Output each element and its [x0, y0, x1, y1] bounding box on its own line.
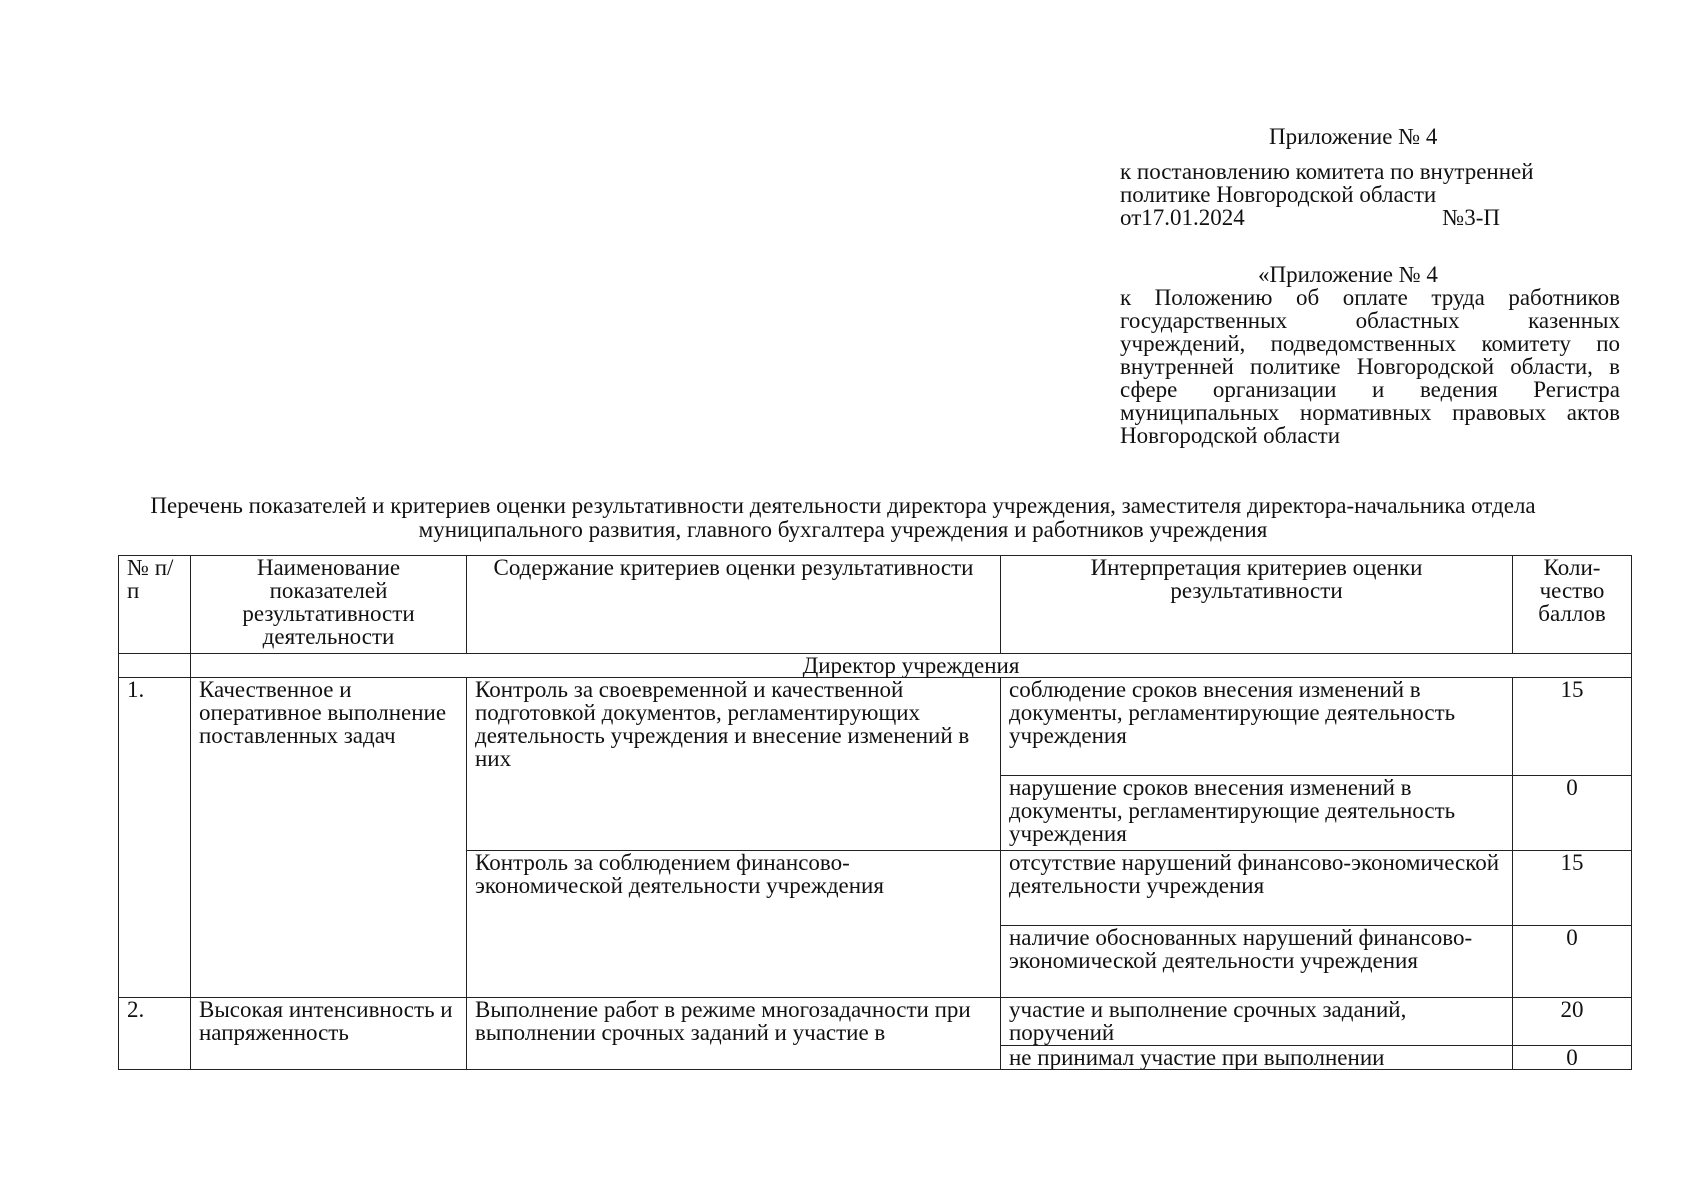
row-num: 2.	[119, 998, 191, 1070]
row-interpretation: нарушение сроков внесения изменений в документы, регламентирующие деятельность учреждения	[1001, 776, 1513, 851]
decree-number: №3-П	[1442, 205, 1500, 230]
header-points: Коли-чество баллов	[1513, 556, 1632, 654]
row-criteria: Контроль за своевременной и качественной подготовкой документов, регламентирующих деятельность учреждения и внесение изменений в них	[467, 678, 1001, 851]
row-interpretation: не принимал участие при выполнении	[1001, 1046, 1513, 1070]
header-num: № п/п	[119, 556, 191, 654]
row-points: 0	[1513, 776, 1632, 851]
decree-reference	[1120, 160, 1620, 229]
inner-annex-title: «Приложение № 4	[1258, 262, 1438, 287]
row-criteria: Выполнение работ в режиме многозадачности при выполнении срочных заданий и участие в	[467, 998, 1001, 1070]
table-row	[119, 998, 1632, 1046]
row-points: 0	[1513, 1046, 1632, 1070]
header-criteria: Содержание критериев оценки результативности	[467, 556, 1001, 654]
row-points: 15	[1513, 851, 1632, 926]
row-interpretation: участие и выполнение срочных заданий, поручений	[1001, 998, 1513, 1046]
row-points: 15	[1513, 678, 1632, 776]
section-empty-cell	[119, 654, 191, 678]
criteria-table	[118, 555, 1632, 1070]
decree-date-row	[1120, 206, 1500, 229]
header-interpretation: Интерпретация критериев оценки результативности	[1001, 556, 1513, 654]
row-criteria: Контроль за соблюдением финансово-экономической деятельности учреждения	[467, 851, 1001, 998]
section-row	[119, 654, 1632, 678]
decree-text: к постановлению комитета по внутренней политике Новгородской области	[1120, 159, 1534, 207]
decree-date: от17.01.2024	[1120, 205, 1245, 230]
row-num: 1.	[119, 678, 191, 998]
table-header-row	[119, 556, 1632, 654]
row-interpretation: наличие обоснованных нарушений финансово-экономической деятельности учреждения	[1001, 926, 1513, 998]
section-director: Директор учреждения	[191, 654, 1632, 678]
row-points: 20	[1513, 998, 1632, 1046]
annex-title: Приложение № 4	[1269, 124, 1438, 149]
row-points: 0	[1513, 926, 1632, 998]
table-row	[119, 678, 1632, 776]
row-interpretation: отсутствие нарушений финансово-экономической деятельности учреждения	[1001, 851, 1513, 926]
header-indicator: Наименование показателей результативности деятельности	[191, 556, 467, 654]
document-title: Перечень показателей и критериев оценки результативности деятельности директора учреждения, заместителя директора-начальника отдела муниципального развития, главного бухгалтера учреждения и работников учреждения	[150, 493, 1536, 542]
inner-annex-text: к Положению об оплате труда работников государственных областных казенных учреждений, подведомственных комитету по внутренней политике Новгородской области, в сфере организации и ведения Регистра муниципальных нормативных правовых актов Новгородской области	[1120, 285, 1620, 448]
row-indicator: Высокая интенсивность и напряженность	[191, 998, 467, 1070]
row-interpretation: соблюдение сроков внесения изменений в документы, регламентирующие деятельность учреждения	[1001, 678, 1513, 776]
row-indicator: Качественное и оперативное выполнение поставленных задач	[191, 678, 467, 998]
